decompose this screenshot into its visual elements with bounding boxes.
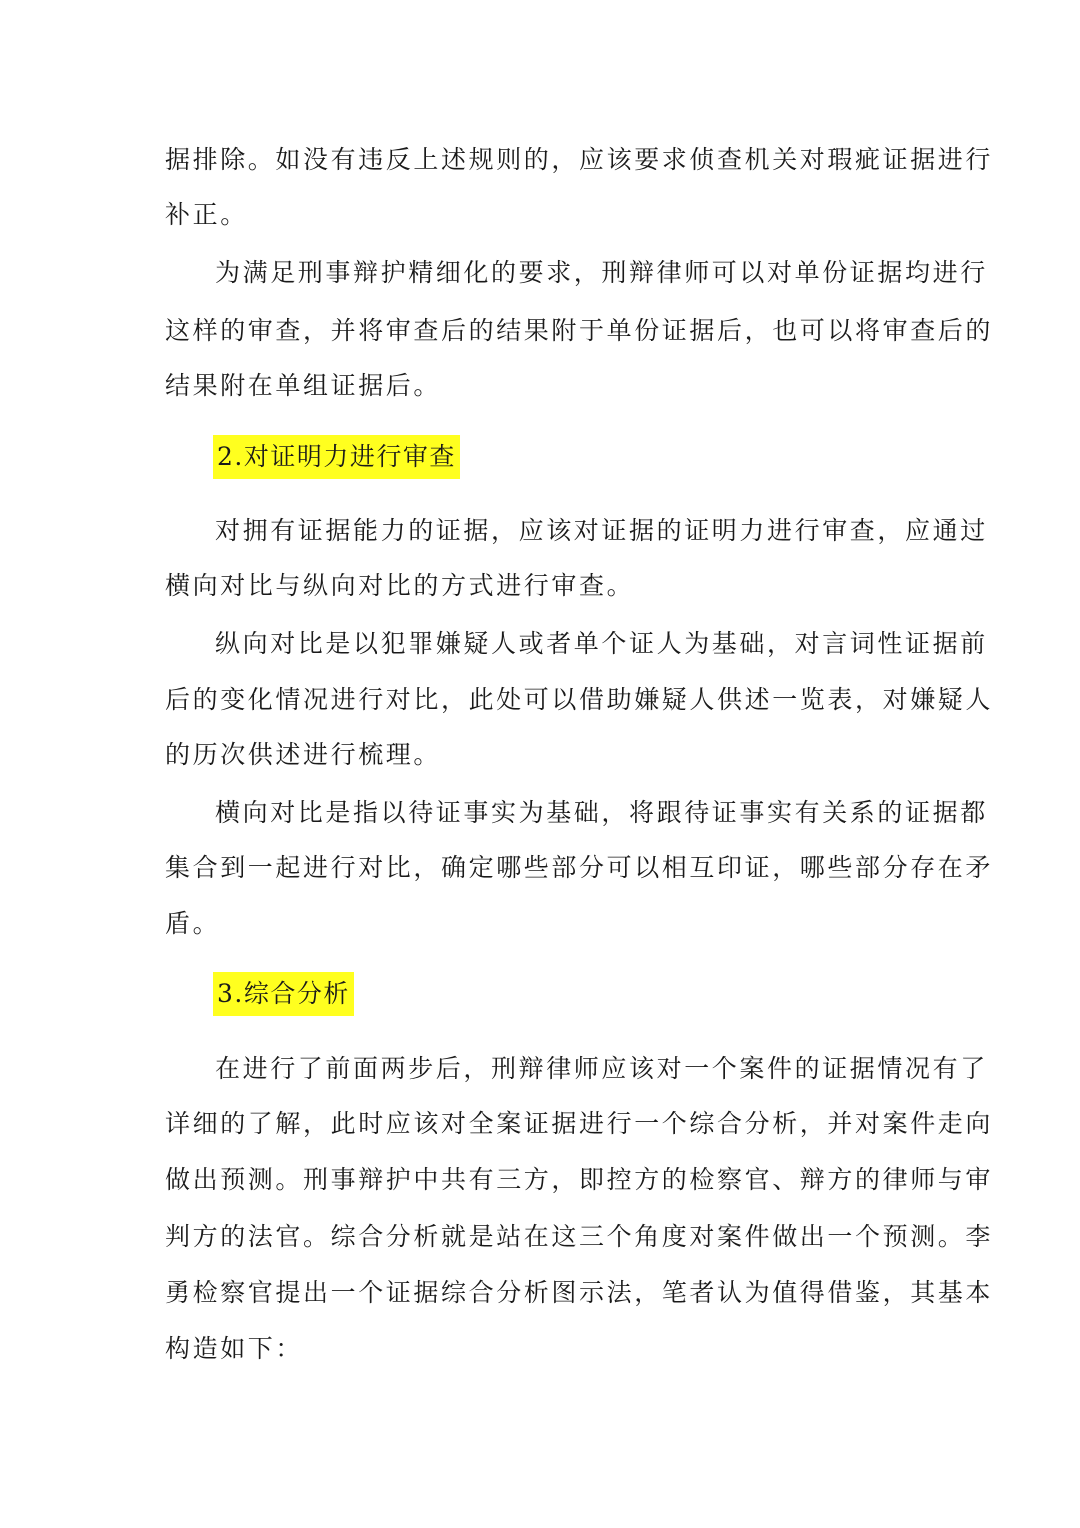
paragraph-6-line-5: 勇检察官提出一个证据综合分析图示法，笔者认为值得借鉴，其基本 (165, 1278, 994, 1307)
paragraph-5-line-3: 盾。 (165, 909, 221, 938)
section-heading-3: 3.综合分析 (213, 972, 354, 1016)
paragraph-2-line-1: 为满足刑事辩护精细化的要求，刑辩律师可以对单份证据均进行 (215, 258, 988, 287)
paragraph-2-line-2: 这样的审查，并将审查后的结果附于单份证据后，也可以将审查后的 (165, 316, 994, 345)
paragraph-3-line-2: 横向对比与纵向对比的方式进行审查。 (165, 571, 635, 600)
paragraph-1-line-2: 补正。 (165, 200, 248, 229)
paragraph-6-line-6: 构造如下： (165, 1334, 304, 1363)
paragraph-3-line-1: 对拥有证据能力的证据，应该对证据的证明力进行审查，应通过 (215, 516, 988, 545)
paragraph-6-line-3: 做出预测。刑事辩护中共有三方，即控方的检察官、辩方的律师与审 (165, 1165, 994, 1194)
paragraph-5-line-1: 横向对比是指以待证事实为基础，将跟待证事实有关系的证据都 (215, 798, 988, 827)
section-heading-2: 2.对证明力进行审查 (213, 435, 460, 479)
paragraph-4-line-2: 后的变化情况进行对比，此处可以借助嫌疑人供述一览表，对嫌疑人 (165, 685, 994, 714)
paragraph-5-line-2: 集合到一起进行对比，确定哪些部分可以相互印证，哪些部分存在矛 (165, 853, 994, 882)
paragraph-6-line-2: 详细的了解，此时应该对全案证据进行一个综合分析，并对案件走向 (165, 1109, 994, 1138)
paragraph-4-line-3: 的历次供述进行梳理。 (165, 740, 442, 769)
paragraph-6-line-4: 判方的法官。综合分析就是站在这三个角度对案件做出一个预测。李 (165, 1222, 994, 1251)
paragraph-1-line-1: 据排除。如没有违反上述规则的，应该要求侦查机关对瑕疵证据进行 (165, 145, 994, 174)
paragraph-6-line-1: 在进行了前面两步后，刑辩律师应该对一个案件的证据情况有了 (215, 1054, 988, 1083)
paragraph-4-line-1: 纵向对比是以犯罪嫌疑人或者单个证人为基础，对言词性证据前 (215, 629, 988, 658)
paragraph-2-line-3: 结果附在单组证据后。 (165, 371, 442, 400)
